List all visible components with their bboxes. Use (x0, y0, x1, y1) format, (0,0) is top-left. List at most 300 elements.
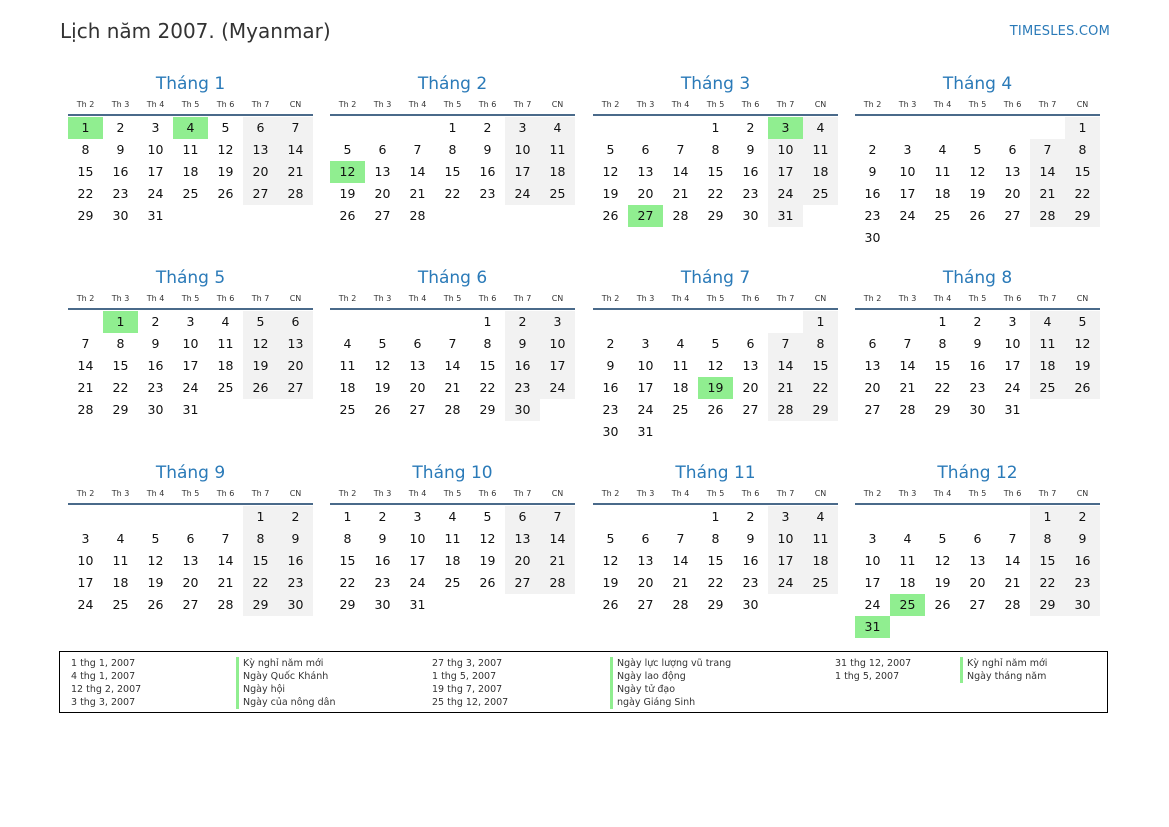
empty-day-cell (995, 506, 1030, 528)
day-cell: 21 (217, 575, 234, 590)
week-row (593, 139, 838, 161)
week-row (855, 399, 1100, 421)
day-cell: 17 (77, 575, 94, 590)
day-cell: 17 (768, 550, 803, 572)
empty-day-cell (593, 117, 628, 139)
holiday-day-cell: 3 (768, 117, 803, 139)
week-row (855, 355, 1100, 377)
day-cell: 8 (448, 142, 457, 157)
empty-day-cell (400, 117, 435, 139)
weekday-label: Th 6 (741, 100, 760, 109)
empty-day-cell (593, 311, 628, 333)
day-cell: 30 (147, 402, 164, 417)
empty-day-cell (1065, 399, 1100, 421)
day-cell: 24 (409, 575, 426, 590)
weekday-label: Th 3 (636, 100, 655, 109)
day-cell: 10 (540, 333, 575, 355)
day-cell: 29 (479, 402, 496, 417)
day-cell: 10 (768, 528, 803, 550)
day-cell: 3 (186, 314, 195, 329)
day-cell: 3 (413, 509, 422, 524)
day-cell: 23 (602, 402, 619, 417)
day-cell: 17 (768, 161, 803, 183)
day-cell: 13 (505, 528, 540, 550)
week-row (330, 572, 575, 594)
week-row (593, 550, 838, 572)
day-cell: 9 (483, 142, 492, 157)
day-cell: 28 (672, 597, 689, 612)
day-cell: 16 (147, 358, 164, 373)
empty-day-cell (593, 506, 628, 528)
empty-day-cell (803, 421, 838, 443)
day-cell: 26 (374, 402, 391, 417)
day-cell: 5 (711, 336, 720, 351)
weekday-header (68, 98, 313, 116)
weekday-label: CN (1076, 489, 1089, 498)
day-cell: 14 (1004, 553, 1021, 568)
week-row (330, 399, 575, 421)
day-cell: 23 (505, 377, 540, 399)
weekday-label: Th 7 (513, 100, 532, 109)
day-cell: 9 (868, 164, 877, 179)
week-row (330, 311, 575, 333)
day-cell: 29 (1065, 205, 1100, 227)
day-cell: 22 (934, 380, 951, 395)
weekday-label: CN (289, 489, 302, 498)
weekday-label: Th 6 (1003, 489, 1022, 498)
day-cell: 13 (374, 164, 391, 179)
day-cell: 14 (409, 164, 426, 179)
day-cell: 5 (1065, 311, 1100, 333)
legend-date: 4 thg 1, 2007 (71, 671, 136, 682)
day-cell: 16 (112, 164, 129, 179)
holiday-day-cell: 1 (68, 117, 103, 139)
day-cell: 15 (112, 358, 129, 373)
day-cell: 2 (505, 311, 540, 333)
week-row (855, 550, 1100, 572)
empty-day-cell (663, 117, 698, 139)
empty-day-cell (1030, 399, 1065, 421)
weekday-label: Th 5 (706, 294, 725, 303)
empty-day-cell (365, 117, 400, 139)
month-block (855, 460, 1100, 638)
day-cell: 28 (1004, 597, 1021, 612)
day-cell: 21 (444, 380, 461, 395)
day-cell: 9 (746, 531, 755, 546)
day-cell: 30 (505, 399, 540, 421)
holiday-day-cell: 1 (103, 311, 138, 333)
day-cell: 13 (969, 553, 986, 568)
weekday-label: Th 5 (968, 489, 987, 498)
day-cell: 2 (151, 314, 160, 329)
day-cell: 16 (742, 164, 759, 179)
day-cell: 26 (1065, 377, 1100, 399)
day-cell: 14 (278, 139, 313, 161)
day-cell: 28 (444, 402, 461, 417)
day-cell: 3 (903, 142, 912, 157)
day-cell: 13 (243, 139, 278, 161)
day-cell: 15 (803, 355, 838, 377)
day-cell: 15 (479, 358, 496, 373)
day-cell: 12 (602, 164, 619, 179)
weekday-label: Th 3 (373, 489, 392, 498)
week-row (855, 506, 1100, 528)
day-cell: 11 (803, 139, 838, 161)
day-cell: 21 (672, 186, 689, 201)
day-cell: 21 (1004, 575, 1021, 590)
day-cell: 7 (1030, 139, 1065, 161)
day-cell: 20 (182, 575, 199, 590)
day-cell: 13 (278, 333, 313, 355)
weekday-label: Th 5 (968, 100, 987, 109)
weekday-label: Th 7 (776, 294, 795, 303)
day-cell: 24 (1004, 380, 1021, 395)
day-cell: 10 (768, 139, 803, 161)
weekday-label: Th 6 (216, 100, 235, 109)
holiday-legend (59, 651, 1108, 713)
day-cell: 20 (637, 186, 654, 201)
weekday-label: Th 2 (76, 489, 95, 498)
day-cell: 19 (217, 164, 234, 179)
week-row (593, 528, 838, 550)
day-cell: 20 (409, 380, 426, 395)
day-cell: 12 (243, 333, 278, 355)
empty-day-cell (540, 399, 575, 421)
day-cell: 23 (742, 575, 759, 590)
day-cell: 5 (243, 311, 278, 333)
empty-day-cell (698, 421, 733, 443)
day-cell: 4 (803, 117, 838, 139)
empty-day-cell (768, 311, 803, 333)
legend-date: 25 thg 12, 2007 (432, 697, 509, 708)
day-cell: 17 (637, 380, 654, 395)
day-cell: 1 (1065, 117, 1100, 139)
week-row (330, 333, 575, 355)
week-row (593, 311, 838, 333)
day-cell: 1 (243, 506, 278, 528)
day-cell: 13 (409, 358, 426, 373)
day-cell: 11 (934, 164, 951, 179)
weekday-label: Th 3 (373, 294, 392, 303)
empty-day-cell (663, 506, 698, 528)
day-cell: 15 (1065, 161, 1100, 183)
empty-day-cell (960, 506, 995, 528)
empty-day-cell (330, 117, 365, 139)
day-cell: 5 (343, 142, 352, 157)
day-cell: 5 (483, 509, 492, 524)
day-cell: 7 (676, 142, 685, 157)
day-cell: 14 (899, 358, 916, 373)
day-cell: 12 (217, 142, 234, 157)
week-row (855, 183, 1100, 205)
day-cell: 18 (899, 575, 916, 590)
empty-day-cell (1065, 227, 1100, 249)
day-cell: 26 (339, 208, 356, 223)
weekday-label: CN (551, 294, 564, 303)
month-title: Tháng 12 (937, 463, 1018, 483)
day-cell: 24 (182, 380, 199, 395)
weekday-label: Th 5 (706, 489, 725, 498)
weekday-label: Th 4 (933, 294, 952, 303)
day-cell: 27 (637, 597, 654, 612)
empty-day-cell (628, 506, 663, 528)
day-cell: 25 (672, 402, 689, 417)
day-cell: 28 (217, 597, 234, 612)
legend-date: 1 thg 1, 2007 (71, 658, 136, 669)
weekday-label: Th 6 (741, 294, 760, 303)
weekday-label: Th 7 (1038, 489, 1057, 498)
day-cell: 2 (278, 506, 313, 528)
weekday-label: Th 2 (601, 100, 620, 109)
day-cell: 7 (278, 117, 313, 139)
day-cell: 12 (969, 164, 986, 179)
day-cell: 17 (409, 553, 426, 568)
day-cell: 30 (969, 402, 986, 417)
day-cell: 19 (339, 186, 356, 201)
week-row (68, 205, 313, 227)
day-cell: 22 (444, 186, 461, 201)
day-cell: 3 (505, 117, 540, 139)
legend-holiday-name: Ngày tháng năm (960, 670, 1047, 683)
weekday-label: Th 4 (671, 100, 690, 109)
week-row (330, 377, 575, 399)
day-cell: 2 (606, 336, 615, 351)
day-cell: 29 (77, 208, 94, 223)
week-row (593, 355, 838, 377)
day-cell: 31 (1004, 402, 1021, 417)
day-cell: 25 (803, 183, 838, 205)
weekday-label: Th 7 (1038, 100, 1057, 109)
empty-day-cell (890, 506, 925, 528)
week-row (855, 205, 1100, 227)
day-cell: 23 (742, 186, 759, 201)
day-cell: 13 (637, 553, 654, 568)
weekday-label: Th 5 (968, 294, 987, 303)
day-cell: 17 (864, 575, 881, 590)
site-link[interactable]: TIMESLES.COM (1009, 24, 1110, 39)
day-cell: 19 (602, 186, 619, 201)
day-cell: 1 (448, 120, 457, 135)
day-cell: 18 (182, 164, 199, 179)
day-cell: 8 (81, 142, 90, 157)
empty-day-cell (278, 399, 313, 421)
legend-holiday-name: Kỳ nghỉ năm mới (960, 657, 1047, 670)
month-title: Tháng 4 (942, 74, 1013, 94)
day-cell: 6 (641, 531, 650, 546)
day-cell: 18 (217, 358, 234, 373)
legend-date: 19 thg 7, 2007 (432, 684, 503, 695)
weekday-header (593, 292, 838, 310)
day-cell: 21 (540, 550, 575, 572)
weekday-label: Th 7 (1038, 294, 1057, 303)
weekday-label: Th 6 (478, 100, 497, 109)
day-cell: 21 (77, 380, 94, 395)
week-row (68, 399, 313, 421)
day-cell: 2 (483, 120, 492, 135)
week-row (855, 594, 1100, 616)
day-cell: 20 (505, 550, 540, 572)
week-row (68, 117, 313, 139)
week-row (593, 333, 838, 355)
day-cell: 14 (77, 358, 94, 373)
day-cell: 16 (374, 553, 391, 568)
day-cell: 6 (186, 531, 195, 546)
month-title: Tháng 1 (155, 74, 226, 94)
legend-date: 1 thg 5, 2007 (835, 671, 900, 682)
day-cell: 27 (969, 597, 986, 612)
legend-holiday-name: Ngày lực lượng vũ trang (610, 657, 731, 670)
week-row (330, 355, 575, 377)
empty-day-cell (803, 205, 838, 227)
month-block (855, 265, 1100, 421)
day-cell: 27 (742, 402, 759, 417)
day-cell: 18 (803, 161, 838, 183)
empty-day-cell (925, 227, 960, 249)
day-cell: 12 (1065, 333, 1100, 355)
empty-day-cell (1065, 616, 1100, 638)
empty-day-cell (803, 594, 838, 616)
empty-day-cell (208, 399, 243, 421)
day-cell: 11 (540, 139, 575, 161)
day-cell: 7 (448, 336, 457, 351)
day-cell: 7 (540, 506, 575, 528)
day-cell: 14 (1030, 161, 1065, 183)
day-cell: 8 (483, 336, 492, 351)
day-cell: 23 (278, 572, 313, 594)
day-cell: 6 (413, 336, 422, 351)
weekday-label: Th 2 (338, 100, 357, 109)
day-cell: 11 (672, 358, 689, 373)
legend-names-1 (236, 657, 335, 709)
month-title: Tháng 9 (155, 463, 226, 483)
day-cell: 31 (637, 424, 654, 439)
day-cell: 3 (1008, 314, 1017, 329)
week-row (855, 377, 1100, 399)
day-cell: 25 (112, 597, 129, 612)
day-cell: 15 (1030, 550, 1065, 572)
day-cell: 3 (868, 531, 877, 546)
day-cell: 4 (540, 117, 575, 139)
day-cell: 10 (505, 139, 540, 161)
empty-day-cell (208, 205, 243, 227)
month-block (593, 265, 838, 443)
day-cell: 18 (112, 575, 129, 590)
day-cell: 12 (602, 553, 619, 568)
week-row (330, 205, 575, 227)
week-row (330, 594, 575, 616)
day-cell: 19 (374, 380, 391, 395)
weekday-header (855, 487, 1100, 505)
day-cell: 21 (672, 575, 689, 590)
day-cell: 9 (1065, 528, 1100, 550)
month-title: Tháng 5 (155, 268, 226, 288)
day-cell: 14 (540, 528, 575, 550)
day-cell: 15 (77, 164, 94, 179)
day-cell: 22 (479, 380, 496, 395)
day-cell: 20 (1004, 186, 1021, 201)
week-row (68, 161, 313, 183)
day-cell: 12 (147, 553, 164, 568)
legend-holiday-name: Ngày Quốc Khánh (236, 670, 335, 683)
day-cell: 20 (374, 186, 391, 201)
month-block (593, 71, 838, 227)
day-cell: 4 (448, 509, 457, 524)
empty-day-cell (890, 311, 925, 333)
day-cell: 11 (899, 553, 916, 568)
week-row (330, 117, 575, 139)
holiday-day-cell: 31 (855, 616, 890, 638)
weekday-label: Th 6 (216, 489, 235, 498)
week-row (593, 377, 838, 399)
empty-day-cell (663, 421, 698, 443)
day-cell: 26 (243, 377, 278, 399)
holiday-day-cell: 27 (628, 205, 663, 227)
weekday-label: Th 4 (408, 100, 427, 109)
day-cell: 3 (81, 531, 90, 546)
empty-day-cell (890, 616, 925, 638)
empty-day-cell (68, 506, 103, 528)
empty-day-cell (628, 311, 663, 333)
day-cell: 26 (707, 402, 724, 417)
day-cell: 15 (934, 358, 951, 373)
day-cell: 2 (746, 120, 755, 135)
month-block (593, 460, 838, 616)
weekday-label: Th 4 (933, 489, 952, 498)
day-cell: 9 (973, 336, 982, 351)
page-title: Lịch năm 2007. (Myanmar) (60, 19, 331, 43)
day-cell: 3 (641, 336, 650, 351)
empty-day-cell (208, 506, 243, 528)
day-cell: 13 (1004, 164, 1021, 179)
day-cell: 30 (1065, 594, 1100, 616)
week-row (593, 205, 838, 227)
empty-day-cell (103, 506, 138, 528)
day-cell: 10 (1004, 336, 1021, 351)
day-cell: 20 (637, 575, 654, 590)
empty-day-cell (925, 506, 960, 528)
week-row (593, 117, 838, 139)
day-cell: 4 (1030, 311, 1065, 333)
week-row (68, 594, 313, 616)
day-cell: 18 (934, 186, 951, 201)
weekday-header (593, 98, 838, 116)
weekday-label: Th 5 (443, 100, 462, 109)
day-cell: 28 (278, 183, 313, 205)
day-cell: 24 (147, 186, 164, 201)
day-cell: 25 (934, 208, 951, 223)
day-cell: 10 (899, 164, 916, 179)
day-cell: 19 (1065, 355, 1100, 377)
day-cell: 1 (343, 509, 352, 524)
weekday-label: Th 4 (146, 294, 165, 303)
month-title: Tháng 7 (680, 268, 751, 288)
day-cell: 5 (378, 336, 387, 351)
day-cell: 2 (973, 314, 982, 329)
day-cell: 22 (707, 575, 724, 590)
day-cell: 6 (641, 142, 650, 157)
month-block (68, 71, 313, 227)
day-cell: 28 (77, 402, 94, 417)
day-cell: 1 (1030, 506, 1065, 528)
month-block (330, 71, 575, 227)
day-cell: 13 (864, 358, 881, 373)
day-cell: 5 (151, 531, 160, 546)
day-cell: 18 (1030, 355, 1065, 377)
day-cell: 9 (505, 333, 540, 355)
weekday-label: CN (289, 294, 302, 303)
empty-day-cell (1030, 616, 1065, 638)
week-row (593, 399, 838, 421)
